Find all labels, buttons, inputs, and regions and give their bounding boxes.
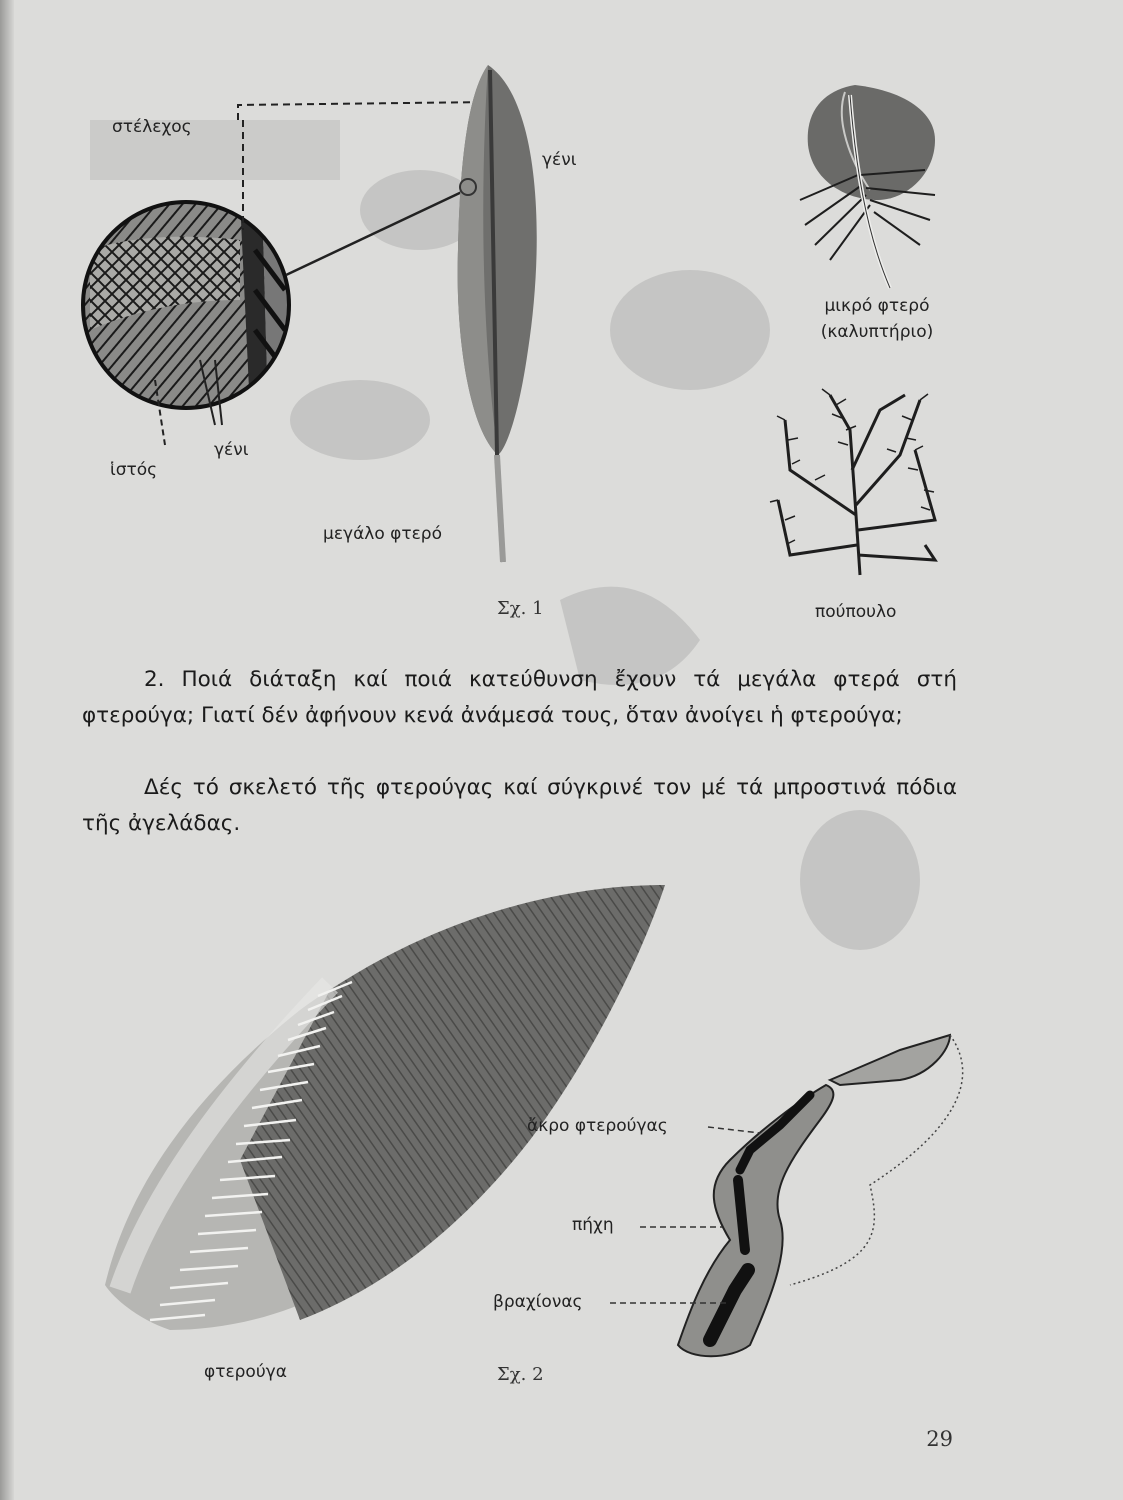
label-small-feather-line1: μικρό φτερό bbox=[824, 296, 930, 316]
wing bbox=[105, 885, 665, 1330]
label-small-feather-line2: (καλυπτήριο) bbox=[820, 322, 934, 342]
label-wing: φτερούγα bbox=[204, 1362, 287, 1382]
label-stem: στέλεχος bbox=[112, 117, 192, 137]
page-number: 29 bbox=[926, 1427, 953, 1451]
figure-1-caption: Σχ. 1 bbox=[497, 598, 544, 619]
label-large-feather: μεγάλο φτερό bbox=[323, 524, 442, 544]
label-vane: ἱστός bbox=[110, 460, 158, 480]
question-text-2: Δές τό σκελετό τῆς φτερούγας καί σύγκρινέ τον μέ τά μπροστινά πόδια τῆς ἀγελάδας. bbox=[82, 775, 957, 836]
label-forearm: πήχη bbox=[572, 1215, 614, 1235]
label-barb-top: γένι bbox=[542, 150, 577, 170]
question-text-1: 2. Ποιά διάταξη καί ποιά κατεύθυνση ἔχουν τά μεγάλα φτερά στή φτερούγα; Γιατί δέν ἀφήνουν κενά ἀνάμεσά τους, ὅταν ἀνοίγει ἡ φτερούγα; bbox=[82, 667, 957, 728]
label-barb-lens: γένι bbox=[214, 440, 249, 460]
wing-skeleton bbox=[678, 1035, 963, 1356]
figure-2-caption: Σχ. 2 bbox=[497, 1364, 544, 1385]
label-down: πούπουλο bbox=[815, 602, 897, 622]
label-upper-arm: βραχίονας bbox=[493, 1292, 583, 1312]
label-wing-tip: ἄκρο φτερούγας bbox=[527, 1116, 668, 1136]
